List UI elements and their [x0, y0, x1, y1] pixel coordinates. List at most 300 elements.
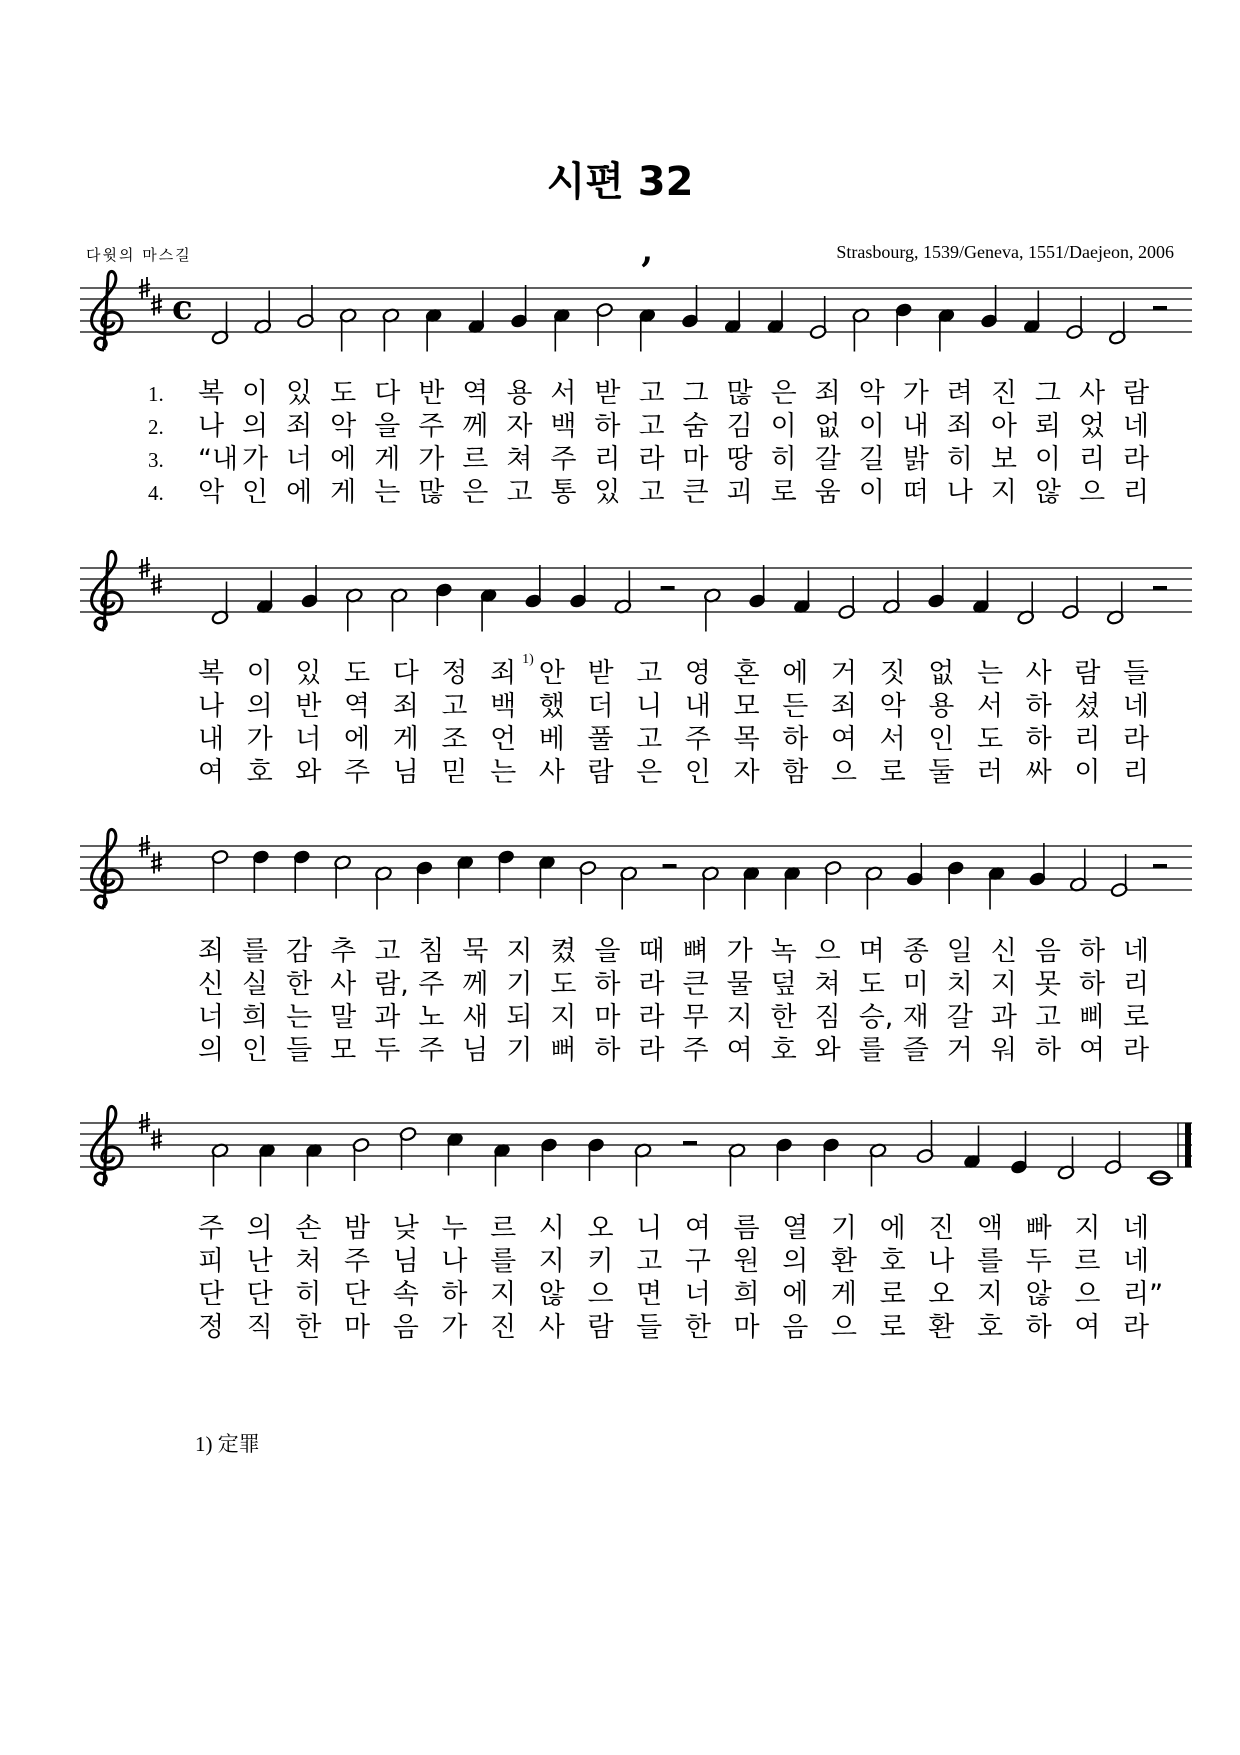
lyric-syllable: 고: [1034, 1002, 1061, 1033]
lyric-syllable: 으: [830, 1312, 857, 1343]
lyric-syllable: 가: [441, 1312, 468, 1343]
lyric-syllable: 히: [946, 444, 973, 475]
lyric-syllable: 서: [976, 691, 1004, 722]
lyric-syllable: 속: [392, 1279, 419, 1310]
tune-source: Strasbourg, 1539/Geneva, 1551/Daejeon, 2006: [836, 242, 1174, 262]
lyric-syllable: 음: [392, 1312, 419, 1343]
lyric-syllable: 하: [1078, 969, 1106, 1000]
lyric-syllable: 통: [550, 477, 577, 508]
lyric-syllable: 면: [636, 1279, 663, 1310]
lyric-syllable: 고: [638, 477, 665, 508]
lyric-syllable: 거: [830, 658, 857, 689]
lyric-syllable: 기: [506, 969, 533, 1000]
verse-number: 1.: [148, 382, 164, 406]
lyric-syllable: 게: [374, 444, 401, 475]
lyric-syllable: 고: [638, 411, 665, 442]
lyric-syllable: 마: [682, 444, 709, 475]
lyric-syllable: 노: [418, 1002, 445, 1033]
lyric-syllable: 백: [550, 411, 577, 442]
lyric-line: [0, 757, 1240, 789]
lyric-syllable: 역: [344, 691, 371, 722]
lyric-syllable: 님: [462, 1035, 489, 1066]
lyric-syllable: 물: [726, 969, 753, 1000]
lyric-syllable: 혼: [733, 658, 760, 689]
lyric-syllable: 못: [1034, 969, 1061, 1000]
lyric-syllable: 주: [418, 411, 445, 442]
lyric-syllable: 한: [295, 1312, 322, 1343]
verse-number: 3.: [148, 448, 164, 472]
lyric-syllable: 그: [1034, 378, 1061, 409]
lyric-syllable: 을: [594, 936, 621, 967]
lyric-syllable: 피: [198, 1246, 225, 1277]
lyric-syllable: 너: [295, 724, 322, 755]
lyric-syllable: 도: [344, 658, 371, 689]
common-time-icon: c: [172, 287, 193, 328]
lyric-syllable: 목: [733, 724, 760, 755]
lyric-syllable: 서: [550, 378, 577, 409]
lyric-syllable: 은: [770, 378, 797, 409]
lyric-syllable: 있: [286, 378, 313, 409]
lyric-syllable: 들: [636, 1312, 663, 1343]
lyric-syllable: 보: [990, 444, 1017, 475]
lyric-syllable: 않: [1025, 1279, 1052, 1310]
lyric-syllable: 악: [330, 411, 357, 442]
lyric-syllable: 여: [1074, 1312, 1101, 1343]
lyric-syllable: 악: [858, 378, 885, 409]
lyric-syllable: 무: [682, 1002, 709, 1033]
lyric-syllable: 었: [1078, 411, 1106, 442]
lyric-syllable: 이: [246, 658, 273, 689]
lyric-syllable: 뼈: [682, 936, 709, 967]
lyric-syllable: 뢰: [1034, 411, 1061, 442]
lyric-syllable: 과: [990, 1002, 1017, 1033]
lyric-syllable: 가: [418, 444, 445, 475]
lyric-syllable: 다: [392, 658, 419, 689]
lyric-syllable: 함: [782, 757, 809, 788]
lyric-syllable: 들: [286, 1035, 313, 1066]
sharp-icon: [151, 1129, 162, 1151]
lyric-syllable: 고: [638, 378, 665, 409]
lyric-syllable: 없: [928, 658, 955, 689]
half-rest: [1153, 586, 1167, 590]
lyric-syllable: 이: [858, 477, 885, 508]
lyric-syllable: 로: [1123, 1002, 1150, 1033]
lyric-line: [0, 1002, 1240, 1034]
lyric-syllable: 죄: [392, 691, 419, 722]
lyric-syllable: 있: [594, 477, 621, 508]
lyric-syllable: 갈: [946, 1002, 973, 1033]
lyric-syllable: 환: [928, 1312, 955, 1343]
lyric-syllable: 하: [1025, 1312, 1052, 1343]
lyric-syllable: 재: [902, 1002, 929, 1033]
lyric-syllable: 여: [198, 757, 225, 788]
lyric-syllable: 는: [976, 658, 1004, 689]
lyric-syllable: 오: [928, 1279, 955, 1310]
lyric-syllable: 내: [198, 724, 225, 755]
lyric-syllable: 하: [1025, 691, 1052, 722]
lyric-syllable: 반: [295, 691, 322, 722]
lyric-syllable: 라: [638, 1002, 665, 1033]
lyric-syllable: 을: [374, 411, 401, 442]
lyric-syllable: 히: [770, 444, 797, 475]
lyric-syllable: 그: [682, 378, 709, 409]
lyric-line: [0, 444, 1240, 476]
lyric-syllable: 를: [242, 936, 269, 967]
verse-number: 2.: [148, 415, 164, 439]
lyric-syllable: 라: [1123, 724, 1150, 755]
lyric-syllable: 한: [684, 1312, 711, 1343]
lyric-syllable: 단: [246, 1279, 273, 1310]
lyric-syllable: 정: [198, 1312, 225, 1343]
lyric-syllable: 름: [733, 1213, 760, 1244]
lyric-syllable: 많: [418, 477, 445, 508]
lyric-syllable: 떠: [902, 477, 929, 508]
lyric-syllable: 로: [879, 1279, 906, 1310]
lyric-syllable: 에: [286, 477, 313, 508]
lyric-line: [0, 378, 1240, 410]
lyric-syllable: 사: [1078, 378, 1106, 409]
lyric-syllable: 한: [286, 969, 313, 1000]
lyric-syllable: 난: [246, 1246, 273, 1277]
lyric-syllable: 히: [295, 1279, 322, 1310]
lyric-syllable: 는: [286, 1002, 313, 1033]
lyric-syllable: 환: [830, 1246, 857, 1277]
lyric-syllable: 고: [636, 658, 663, 689]
lyric-syllable: 한: [770, 1002, 797, 1033]
lyric-syllable: 나: [198, 411, 225, 442]
lyric-syllable: 를: [858, 1035, 885, 1066]
lyric-syllable: 하: [594, 969, 621, 1000]
lyric-syllable: 짐: [814, 1002, 841, 1033]
lyric-syllable: 액: [976, 1213, 1004, 1244]
lyric-syllable: 람: [587, 757, 614, 788]
lyric-syllable: 묵: [462, 936, 489, 967]
lyric-line: [0, 1035, 1240, 1067]
lyric-syllable: 든: [782, 691, 809, 722]
lyric-syllable: 님: [392, 757, 419, 788]
lyric-syllable: 백: [490, 691, 517, 722]
lyric-syllable: 고: [636, 724, 663, 755]
lyric-syllable: 싸: [1025, 757, 1052, 788]
lyric-syllable: 악: [198, 477, 225, 508]
lyric-syllable: 숨: [682, 411, 709, 442]
lyric-syllable: 려: [946, 378, 973, 409]
lyric-syllable: 받: [587, 658, 614, 689]
lyric-syllable: 받: [594, 378, 621, 409]
lyric-syllable: 역: [462, 378, 489, 409]
lyric-syllable: 주: [682, 1035, 709, 1066]
lyric-syllable: 주: [344, 757, 371, 788]
lyric-syllable: 않: [538, 1279, 565, 1310]
lyric-syllable: 과: [374, 1002, 401, 1033]
lyric-syllable: 인: [242, 477, 269, 508]
lyric-syllable: 정: [441, 658, 468, 689]
lyric-syllable: 사: [538, 1312, 565, 1343]
lyric-syllable: 라: [638, 969, 665, 1000]
lyric-syllable: 열: [782, 1213, 809, 1244]
lyric-line: [0, 411, 1240, 443]
lyric-syllable: 처: [295, 1246, 322, 1277]
lyric-syllable: 지: [990, 969, 1017, 1000]
lyric-syllable: 은: [462, 477, 489, 508]
lyric-syllable: 원: [733, 1246, 760, 1277]
lyric-syllable: 뻐: [550, 1035, 577, 1066]
lyric-syllable: 도: [858, 969, 885, 1000]
lyric-syllable: 람,: [374, 969, 409, 1000]
lyric-syllable: 람: [1123, 378, 1150, 409]
lyric-syllable: 와: [295, 757, 322, 788]
lyric-syllable: 호: [770, 1035, 797, 1066]
lyric-syllable: 주: [344, 1246, 371, 1277]
lyric-syllable: 나: [928, 1246, 955, 1277]
lyric-syllable: 짓: [879, 658, 906, 689]
lyric-syllable: 도: [976, 724, 1004, 755]
lyric-syllable: 지: [550, 1002, 577, 1033]
treble-clef-icon: [91, 829, 122, 908]
lyric-syllable: 주: [418, 969, 445, 1000]
lyric-syllable: 나: [946, 477, 973, 508]
lyric-syllable: 누: [441, 1213, 468, 1244]
lyric-syllable: 나: [198, 691, 225, 722]
lyric-syllable: 다: [374, 378, 401, 409]
lyric-syllable: 여: [684, 1213, 711, 1244]
lyric-syllable: 모: [330, 1035, 357, 1066]
lyric-syllable: 의: [246, 691, 273, 722]
lyric-syllable: 리: [594, 444, 621, 475]
lyric-syllable: 모: [733, 691, 760, 722]
treble-clef-icon: [91, 551, 122, 630]
verse-number: 4.: [148, 481, 164, 505]
lyric-line: [0, 691, 1240, 723]
lyric-syllable: 믿: [441, 757, 468, 788]
lyric-syllable: 에: [344, 724, 371, 755]
lyric-syllable: 하: [441, 1279, 468, 1310]
lyric-syllable: 의: [198, 1035, 225, 1066]
lyric-syllable: 가: [246, 724, 273, 755]
lyric-syllable: 의: [246, 1213, 273, 1244]
lyric-syllable: 으: [814, 936, 841, 967]
lyric-syllable: 서: [879, 724, 906, 755]
lyric-syllable: 쳐: [506, 444, 533, 475]
lyric-syllable: 종: [902, 936, 929, 967]
lyric-syllable: 기: [506, 1035, 533, 1066]
lyric-syllable: 니: [636, 1213, 663, 1244]
lyric-syllable: 반: [418, 378, 445, 409]
lyric-syllable: 지: [490, 1279, 517, 1310]
lyric-syllable: 지: [1074, 1213, 1101, 1244]
lyric-syllable: 기: [830, 1213, 857, 1244]
lyric-syllable: 셨: [1074, 691, 1101, 722]
lyric-syllable: 워: [990, 1035, 1017, 1066]
lyric-syllable: 마: [594, 1002, 621, 1033]
lyric-syllable: 자: [733, 757, 760, 788]
page-title: 시편 32: [546, 159, 694, 205]
lyric-syllable: 안: [538, 658, 565, 689]
lyric-syllable: 하: [1034, 1035, 1061, 1066]
lyric-syllable: 를: [490, 1246, 517, 1277]
lyric-syllable: 너: [684, 1279, 711, 1310]
lyric-syllable: 길: [858, 444, 885, 475]
lyric-syllable: 르: [1074, 1246, 1101, 1277]
sharp-icon: [151, 852, 162, 874]
lyric-syllable: 진: [928, 1213, 955, 1244]
lyric-syllable: 마: [344, 1312, 371, 1343]
lyric-syllable: 에: [879, 1213, 906, 1244]
lyric-syllable: 하: [1025, 724, 1052, 755]
lyric-syllable: 도: [550, 969, 577, 1000]
lyric-syllable: 지: [538, 1246, 565, 1277]
lyric-syllable: 네: [1123, 1246, 1150, 1277]
lyric-syllable: 조: [441, 724, 468, 755]
lyric-syllable: 아: [990, 411, 1017, 442]
lyric-syllable: 진: [990, 378, 1017, 409]
lyric-syllable: 삐: [1078, 1002, 1106, 1033]
lyric-syllable: 영: [684, 658, 711, 689]
lyric-syllable: 로: [879, 1312, 906, 1343]
lyric-syllable: 구: [684, 1246, 711, 1277]
treble-clef-icon: [91, 1106, 122, 1185]
lyric-syllable: 용: [506, 378, 533, 409]
lyric-syllable: 용: [928, 691, 955, 722]
lyric-syllable: 신: [198, 969, 225, 1000]
lyric-syllable: 낮: [392, 1213, 419, 1244]
lyric-syllable: 오: [587, 1213, 614, 1244]
lyric-syllable: 님: [392, 1246, 419, 1277]
lyric-syllable: 이: [770, 411, 797, 442]
lyric-syllable: 이: [858, 411, 885, 442]
lyric-syllable: 괴: [726, 477, 753, 508]
final-barline: [1185, 1123, 1191, 1167]
lyric-syllable: 여: [726, 1035, 753, 1066]
lyric-syllable: 와: [814, 1035, 841, 1066]
lyric-syllable: 고: [636, 1246, 663, 1277]
lyric-syllable: 의: [242, 411, 269, 442]
lyric-syllable: 리: [1123, 757, 1150, 788]
sharp-icon: [151, 574, 162, 596]
lyric-syllable: 라: [1123, 1035, 1150, 1066]
lyric-line: [0, 724, 1240, 756]
lyric-syllable: 하: [782, 724, 809, 755]
lyric-syllable: 리”: [1123, 1279, 1164, 1310]
lyric-syllable: 두: [1025, 1246, 1052, 1277]
lyric-syllable: 말: [330, 1002, 357, 1033]
lyric-syllable: 너: [198, 1002, 225, 1033]
lyric-syllable: 더: [587, 691, 614, 722]
lyric-syllable: 단: [344, 1279, 371, 1310]
lyric-syllable: 때: [638, 936, 665, 967]
lyric-syllable: 로: [770, 477, 797, 508]
lyric-syllable: 죄: [286, 411, 313, 442]
lyric-syllable: 땅: [726, 444, 753, 475]
lyric-syllable: 네: [1123, 936, 1150, 967]
lyric-syllable: 희: [242, 1002, 269, 1033]
lyric-syllable: 새: [462, 1002, 489, 1033]
lyric-syllable: 으: [1078, 477, 1106, 508]
lyric-syllable: 음: [782, 1312, 809, 1343]
lyric-syllable: 마: [733, 1312, 760, 1343]
lyric-line: [0, 1312, 1240, 1344]
lyric-syllable: 없: [814, 411, 841, 442]
lyric-syllable: 사: [1025, 658, 1052, 689]
lyric-syllable: 치: [946, 969, 973, 1000]
lyric-syllable: 인: [242, 1035, 269, 1066]
lyric-syllable: 미: [902, 969, 929, 1000]
lyric-syllable: 희: [733, 1279, 760, 1310]
lyric-syllable: 가: [726, 936, 753, 967]
lyric-syllable: 람: [1074, 658, 1101, 689]
lyric-syllable: 인: [684, 757, 711, 788]
lyric-syllable: 진: [490, 1312, 517, 1343]
lyric-syllable: 의: [782, 1246, 809, 1277]
breath-mark: ,: [641, 231, 654, 271]
lyric-syllable: 죄: [490, 658, 517, 689]
lyric-syllable: 빠: [1025, 1213, 1052, 1244]
lyric-syllable: 라: [638, 444, 665, 475]
lyric-syllable: 네: [1123, 411, 1150, 442]
lyric-syllable: 음: [1034, 936, 1061, 967]
lyric-syllable: 리: [1078, 444, 1106, 475]
lyric-syllable: 으: [587, 1279, 614, 1310]
lyric-syllable: 언: [490, 724, 517, 755]
lyric-syllable: 나: [441, 1246, 468, 1277]
lyric-syllable: 신: [990, 936, 1017, 967]
lyric-syllable: 가: [242, 444, 269, 475]
lyric-syllable: 게: [392, 724, 419, 755]
lyric-syllable: 에: [782, 1279, 809, 1310]
lyric-syllable: 호: [246, 757, 273, 788]
lyric-syllable: 고: [506, 477, 533, 508]
lyric-syllable: 일: [946, 936, 973, 967]
lyric-syllable: 니: [636, 691, 663, 722]
lyric-line: [0, 1279, 1240, 1311]
lyric-syllable: 손: [295, 1213, 322, 1244]
lyric-syllable: 는: [374, 477, 401, 508]
lyric-syllable: 르: [462, 444, 489, 475]
lyric-syllable: 주: [418, 1035, 445, 1066]
lyric-syllable: 많: [726, 378, 753, 409]
lyric-syllable: 가: [902, 378, 929, 409]
lyric-syllable: 에: [330, 444, 357, 475]
lyric-line: [0, 969, 1240, 1001]
lyric-syllable: 이: [1074, 757, 1101, 788]
lyric-syllable: 복: [198, 378, 225, 409]
lyric-line: [0, 1246, 1240, 1278]
lyric-syllable: 러: [976, 757, 1004, 788]
lyric-syllable: 지: [506, 936, 533, 967]
lyric-syllable: 켰: [550, 936, 577, 967]
lyric-syllable: 는: [490, 757, 517, 788]
lyric-syllable: 녹: [770, 936, 797, 967]
lyric-syllable: 리: [1123, 969, 1150, 1000]
lyric-syllable: 사: [330, 969, 357, 1000]
lyric-syllable: 복: [198, 658, 225, 689]
lyric-syllable: 되: [506, 1002, 533, 1033]
lyric-syllable: 사: [538, 757, 565, 788]
lyric-syllable: 추: [330, 936, 357, 967]
lyric-syllable: 실: [242, 969, 269, 1000]
lyric-syllable: 거: [946, 1035, 973, 1066]
lyric-line: [0, 658, 1240, 690]
lyric-syllable: 감: [286, 936, 313, 967]
lyric-syllable: 풀: [587, 724, 614, 755]
lyric-syllable: 하: [1078, 936, 1106, 967]
lyric-syllable: 승,: [858, 1002, 894, 1033]
lyric-syllable: 밝: [902, 444, 929, 475]
lyric-syllable: 호: [976, 1312, 1004, 1343]
lyric-syllable: 침: [418, 936, 445, 967]
lyric-syllable: 르: [490, 1213, 517, 1244]
lyric-syllable: 라: [1123, 444, 1150, 475]
